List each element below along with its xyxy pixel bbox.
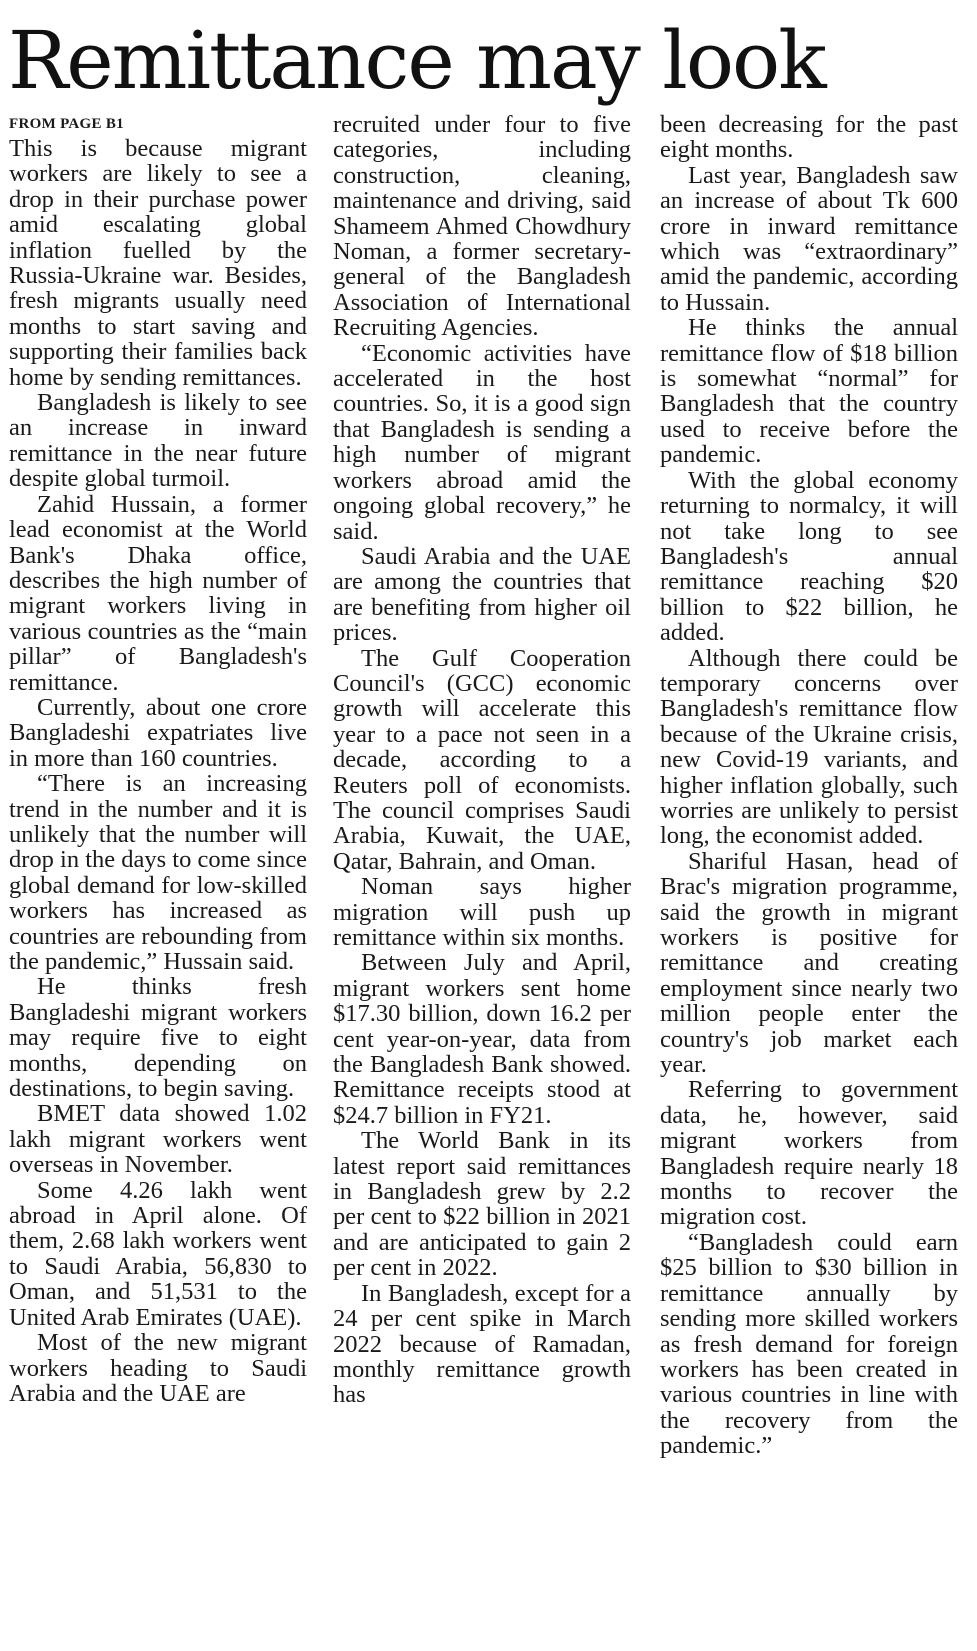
paragraph: recruited under four to five categories, including construction, cleaning, maintenance and driving, said Shameem Ahmed Chowdhury Noman, a former secretary-general of the Bangladesh Association of International Recruiting Agencies.	[333, 112, 631, 342]
article-column-1	[9, 112, 307, 1647]
paragraph: BMET data showed 1.02 lakh migrant workers went overseas in November.	[9, 1100, 307, 1179]
paragraph: Zahid Hussain, a former lead economist at the World Bank's Dhaka office, describes the high number of migrant workers living in various countries as the “main pillar” of Bangladesh's remittance.	[9, 490, 307, 696]
paragraph: “Economic activities have accelerated in the host countries. So, it is a good sign that Bangladesh is sending a high number of migrant workers abroad amid the ongoing global recovery,” he said.	[333, 339, 631, 545]
paragraph: With the global economy returning to normalcy, it will not take long to see Bangladesh's annual remittance reaching $20 billion to $22 billion, he added.	[660, 466, 958, 647]
paragraph: Referring to government data, he, however, said migrant workers from Bangladesh require nearly 18 months to recover the migration cost.	[660, 1076, 958, 1231]
kicker-from-page: FROM PAGE B1	[9, 116, 124, 132]
paragraph: been decreasing for the past eight months.	[660, 112, 958, 164]
paragraph: He thinks the annual remittance flow of $18 billion is somewhat “normal” for Bangladesh that the country used to receive before the pandemic.	[660, 314, 958, 469]
paragraph: Between July and April, migrant workers sent home $17.30 billion, down 16.2 per cent year-on-year, data from the Bangladesh Bank showed. Remittance receipts stood at $24.7 billion in FY21.	[333, 949, 631, 1129]
article-column-3	[660, 112, 958, 1647]
paragraph: Bangladesh is likely to see an increase in inward remittance in the near future despite global turmoil.	[9, 389, 307, 493]
paragraph: Some 4.26 lakh went abroad in April alone. Of them, 2.68 lakh workers went to Saudi Arabia, 56,830 to Oman, and 51,531 to the United Arab Emirates (UAE).	[9, 1176, 307, 1331]
paragraph: This is because migrant workers are likely to see a drop in their purchase power amid escalating global inflation fuelled by the Russia-Ukraine war. Besides, fresh migrants usually need months to start saving and supporting their families back home by sending remittances.	[9, 135, 307, 391]
paragraph: Although there could be temporary concerns over Bangladesh's remittance flow because of the Ukraine crisis, new Covid-19 variants, and higher inflation globally, such worries are unlikely to persist long, the economist added.	[660, 644, 958, 850]
paragraph: Noman says higher migration will push up remittance within six months.	[333, 873, 631, 951]
paragraph: The Gulf Cooperation Council's (GCC) economic growth will accelerate this year to a pace not seen in a decade, according to a Reuters poll of economists. The council comprises Saudi Arabia, Kuwait, the UAE, Qatar, Bahrain, and Oman.	[333, 644, 631, 875]
paragraph: “Bangladesh could earn $25 billion to $30 billion in remittance annually by sending more skilled workers as fresh demand for foreign workers has been created in various countries in line with the recovery from the pandemic.”	[660, 1228, 958, 1460]
paragraph: He thinks fresh Bangladeshi migrant workers may require five to eight months, depending on destinations, to begin saving.	[9, 973, 307, 1103]
headline: Remittance may look	[8, 14, 825, 107]
paragraph: In Bangladesh, except for a 24 per cent spike in March 2022 because of Ramadan, monthly remittance growth has	[333, 1279, 631, 1409]
paragraph: “There is an increasing trend in the number and it is unlikely that the number will drop in the days to come since global demand for low-skilled workers has increased as countries are rebounding from the pandemic,” Hussain said.	[9, 770, 307, 975]
paragraph: Currently, about one crore Bangladeshi expatriates live in more than 160 countries.	[9, 693, 307, 772]
paragraph: Shariful Hasan, head of Brac's migration programme, said the growth in migrant workers is positive for remittance and creating employment since nearly two million people enter the country's job market each year.	[660, 847, 958, 1079]
paragraph: Saudi Arabia and the UAE are among the countries that are benefiting from higher oil prices.	[333, 542, 631, 647]
paragraph: Last year, Bangladesh saw an increase of about Tk 600 crore in inward remittance which was “extraordinary” amid the pandemic, according to Hussain.	[660, 161, 958, 316]
article-column-2	[333, 112, 631, 1647]
paragraph: Most of the new migrant workers heading to Saudi Arabia and the UAE are	[9, 1329, 307, 1407]
paragraph: The World Bank in its latest report said remittances in Bangladesh grew by 2.2 per cent to $22 billion in 2021 and are anticipated to gain 2 per cent in 2022.	[333, 1127, 631, 1282]
